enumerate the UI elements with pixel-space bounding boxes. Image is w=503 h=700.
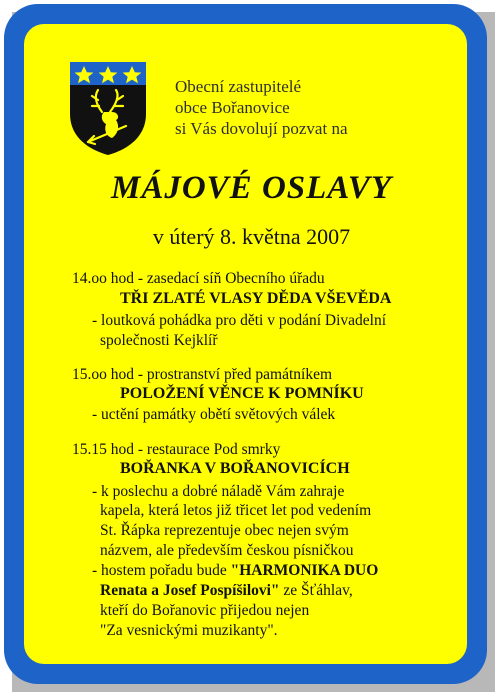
program-detail: kteří do Bořanovic přijedou nejen [100,602,310,619]
program-detail: - k poslechu a dobré náladě Vám zahraje [92,483,345,500]
program-detail: společnosti Kejklíř [100,332,218,349]
intro-line: obce Bořanovice [175,98,290,117]
program-detail: - uctění památky obětí světových válek [92,406,336,423]
program-detail: názvem, ale především českou písničkou [100,542,354,559]
intro-line: si Vás dovolují pozvat na [175,119,348,138]
stag-crest-icon [68,60,148,156]
program-guest-line [92,562,378,580]
program-heading: TŘI ZLATÉ VLASY DĚDA VŠEVĚDA [120,290,392,307]
program-guest-line [100,582,353,600]
program-time-line: 15.oo hod - prostranství před památníkem [72,366,333,383]
intro-text [175,76,435,139]
program-detail: St. Řápka reprezentuje obec nejen svým [100,522,349,539]
program-heading: POLOŽENÍ VĚNCE K POMNÍKU [120,385,364,402]
event-title: MÁJOVÉ OSLAVY [110,170,393,206]
program-detail: - hostem pořadu bude [92,562,231,579]
intro-line: Obecní zastupitelé [175,77,302,96]
program-heading: BOŘANKA V BOŘANOVICÍCH [120,460,350,477]
program-detail: - loutková pohádka pro děti v podání Divadelní [92,312,387,329]
program-detail: "Za vesnickými muzikanty". [100,622,278,639]
event-date: v úterý 8. května 2007 [152,224,351,249]
program-detail: kapela, která letos již třicet let pod vedením [100,502,372,519]
program-time-line: 15.15 hod - restaurace Pod smrky [72,441,281,458]
program-detail: ze Šťáhlav, [279,582,353,599]
guest-band-name: "HARMONIKA DUO [230,562,379,579]
program-time-line: 14.oo hod - zasedací síň Obecního úřadu [72,270,325,287]
guest-performers: Renata a Josef Pospíšilovi" [100,582,280,599]
